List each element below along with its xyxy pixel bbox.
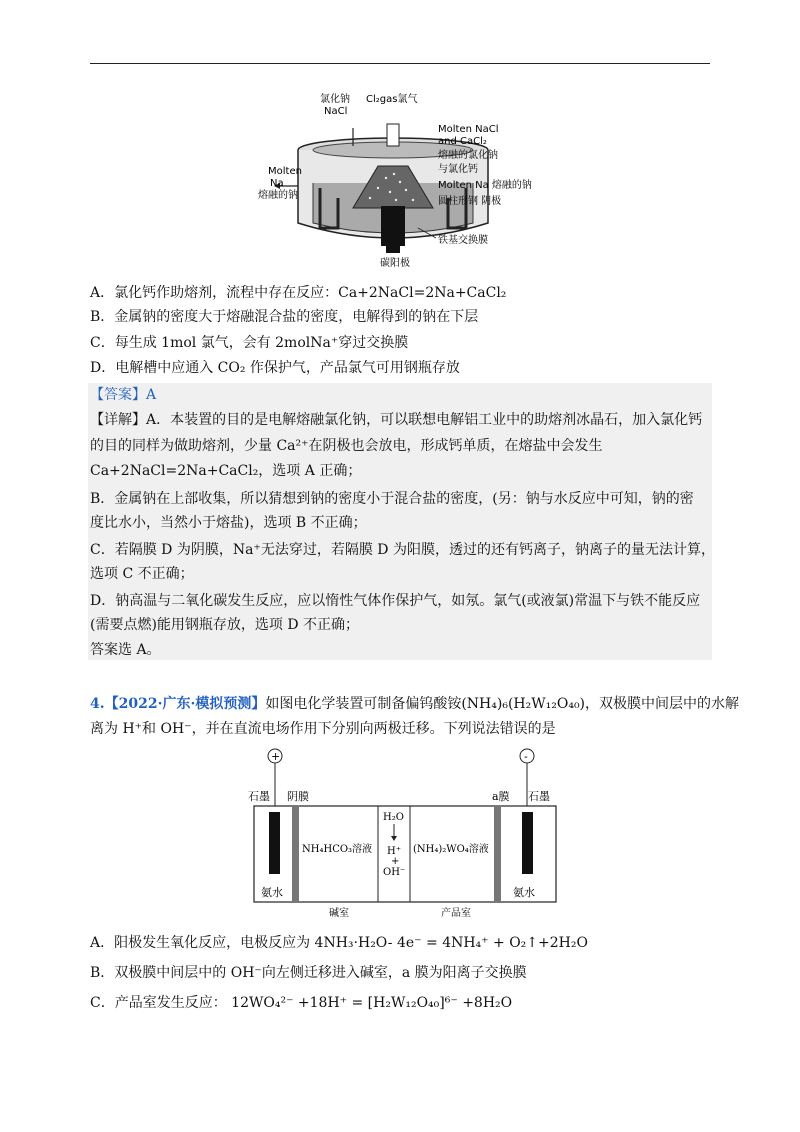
question-text-1: 如图电化学装置可制备偏钨酸铵(NH₄)₆(H₂W₁₂O₄₀)，双极膜中间层中的水解 (265, 696, 740, 712)
detail-line-5: 度比水小，当然小于熔盐)，选项 B 不正确； (90, 515, 367, 531)
label-graphite-right: 石墨 (528, 790, 550, 803)
left-electrode (269, 812, 280, 874)
anion-membrane (292, 806, 299, 902)
label-water: H₂O (383, 812, 404, 823)
detail-line-2: 的目的同样为做助熔剂，少量 Ca²⁺在阴极也会放电，形成钙单质，在熔盐中会发生 (90, 438, 603, 454)
option-4c: C．产品室发生反应： 12WO₄²⁻ +18H⁺ = [H₂W₁₂O₄₀]⁶⁻ +8H₂O (90, 995, 513, 1011)
chamber-nh4hco3: NH₄HCO₃溶液 (302, 844, 373, 855)
option-1d: D．电解槽中应通入 CO₂ 作保护气，产品氯气可用钢瓶存放 (90, 360, 460, 376)
detail-line-8: D．钠高温与二氧化碳发生反应，应以惰性气体作保护气，如氖。氯气(或液氯)常温下与铁不能反应 (90, 593, 701, 609)
label-nacl-en: NaCl (324, 106, 348, 117)
label-cl2: Cl₂gas氯气 (366, 94, 418, 105)
label-alkali-room: 碱室 (329, 908, 349, 919)
label-molten: Molten (268, 166, 302, 177)
answer-line (90, 385, 156, 405)
label-molten-salts-2: and CaCl₂ (438, 136, 487, 147)
option-1c: C．每生成 1mol 氯气，会有 2molNa⁺穿过交换膜 (90, 335, 409, 351)
label-h-ion: H⁺ (387, 846, 401, 857)
question-4-line-2: 离为 H⁺和 OH⁻，并在直流电场作用下分别向两极迁移。下列说法错误的是 (90, 721, 556, 737)
detail-line-4: B．金属钠在上部收集，所以猜想到钠的密度小于混合盐的密度，(另：钠与水反应中可知，钠的密 (90, 491, 694, 507)
label-molten-na-right: Molten Na 熔融的钠 (438, 180, 532, 191)
a-membrane (494, 806, 501, 902)
chamber-nh4-2wo4: (NH₄)₂WO₄溶液 (413, 844, 489, 855)
plus-terminal: + (271, 750, 281, 763)
electrolysis-cell-figure (258, 88, 548, 270)
svg-text:+: + (391, 856, 400, 867)
option-4b: B．双极膜中间层中的 OH⁻向左侧迁移进入碱室，a 膜为阳离子交换膜 (90, 965, 527, 981)
electrochemical-cell-figure (245, 744, 575, 920)
label-membrane: 铁基交换膜 (438, 235, 488, 246)
detail-line-1 (90, 410, 702, 430)
detail-line-6: C．若隔膜 D 为阴膜，Na⁺无法穿过，若隔膜 D 为阳膜，透过的还有钙离子，钠离子的量无法计算， (90, 542, 715, 558)
option-1b: B．金属钠的密度大于熔融混合盐的密度，电解得到的钠在下层 (90, 309, 479, 325)
label-a-membrane: a膜 (492, 790, 510, 803)
detail-line-9: (需要点燃)能用钢瓶存放，选项 D 不正确； (90, 617, 360, 633)
label-cathode: 圆柱形钢 阴极 (438, 196, 502, 207)
label-anode: 碳阳极 (380, 258, 410, 269)
answer-value: A (146, 387, 157, 403)
label-anion-membrane: 阴膜 (287, 790, 309, 803)
label-molten-salts-3: 熔融的氯化钠 (438, 150, 498, 161)
minus-terminal: - (524, 750, 528, 763)
detail-text-1: A．本装置的目的是电解熔融氯化钠，可以联想电解铝工业中的助熔剂冰晶石，加入氯化钙 (146, 412, 703, 428)
detail-line-10: 答案选 A。 (90, 642, 161, 658)
label-molten-salts-4: 与氯化钙 (438, 164, 478, 175)
detail-tag: 【详解】 (90, 412, 146, 428)
question-source: 【2022·广东·模拟预测】 (104, 696, 266, 712)
answer-tag: 【答案】 (90, 387, 146, 403)
detail-line-7: 选项 C 不正确； (90, 566, 194, 582)
label-ammonia-left: 氨水 (261, 886, 283, 899)
option-1a: A．氯化钙作助熔剂，流程中存在反应：Ca+2NaCl=2Na+CaCl₂ (90, 285, 507, 301)
header-rule (90, 63, 710, 64)
detail-line-3: Ca+2NaCl=2Na+CaCl₂，选项 A 正确； (90, 463, 362, 479)
label-molten-na-cn: 熔融的钠 (258, 190, 298, 201)
option-4a: A．阳极发生氧化反应，电极反应为 4NH₃·H₂O- 4e⁻ = 4NH₄⁺ + O₂↑+2H₂O (90, 935, 588, 951)
label-nacl: 氯化钠 (320, 94, 350, 105)
label-oh-ion: OH⁻ (383, 867, 406, 878)
label-product-room: 产品室 (441, 908, 471, 919)
question-4-line-1 (90, 694, 739, 714)
right-electrode (522, 812, 533, 874)
label-ammonia-right: 氨水 (513, 886, 535, 899)
label-graphite-left: 石墨 (248, 790, 270, 803)
label-na: Na (270, 178, 284, 189)
question-number: 4. (90, 696, 105, 712)
label-molten-salts-1: Molten NaCl (438, 124, 499, 135)
